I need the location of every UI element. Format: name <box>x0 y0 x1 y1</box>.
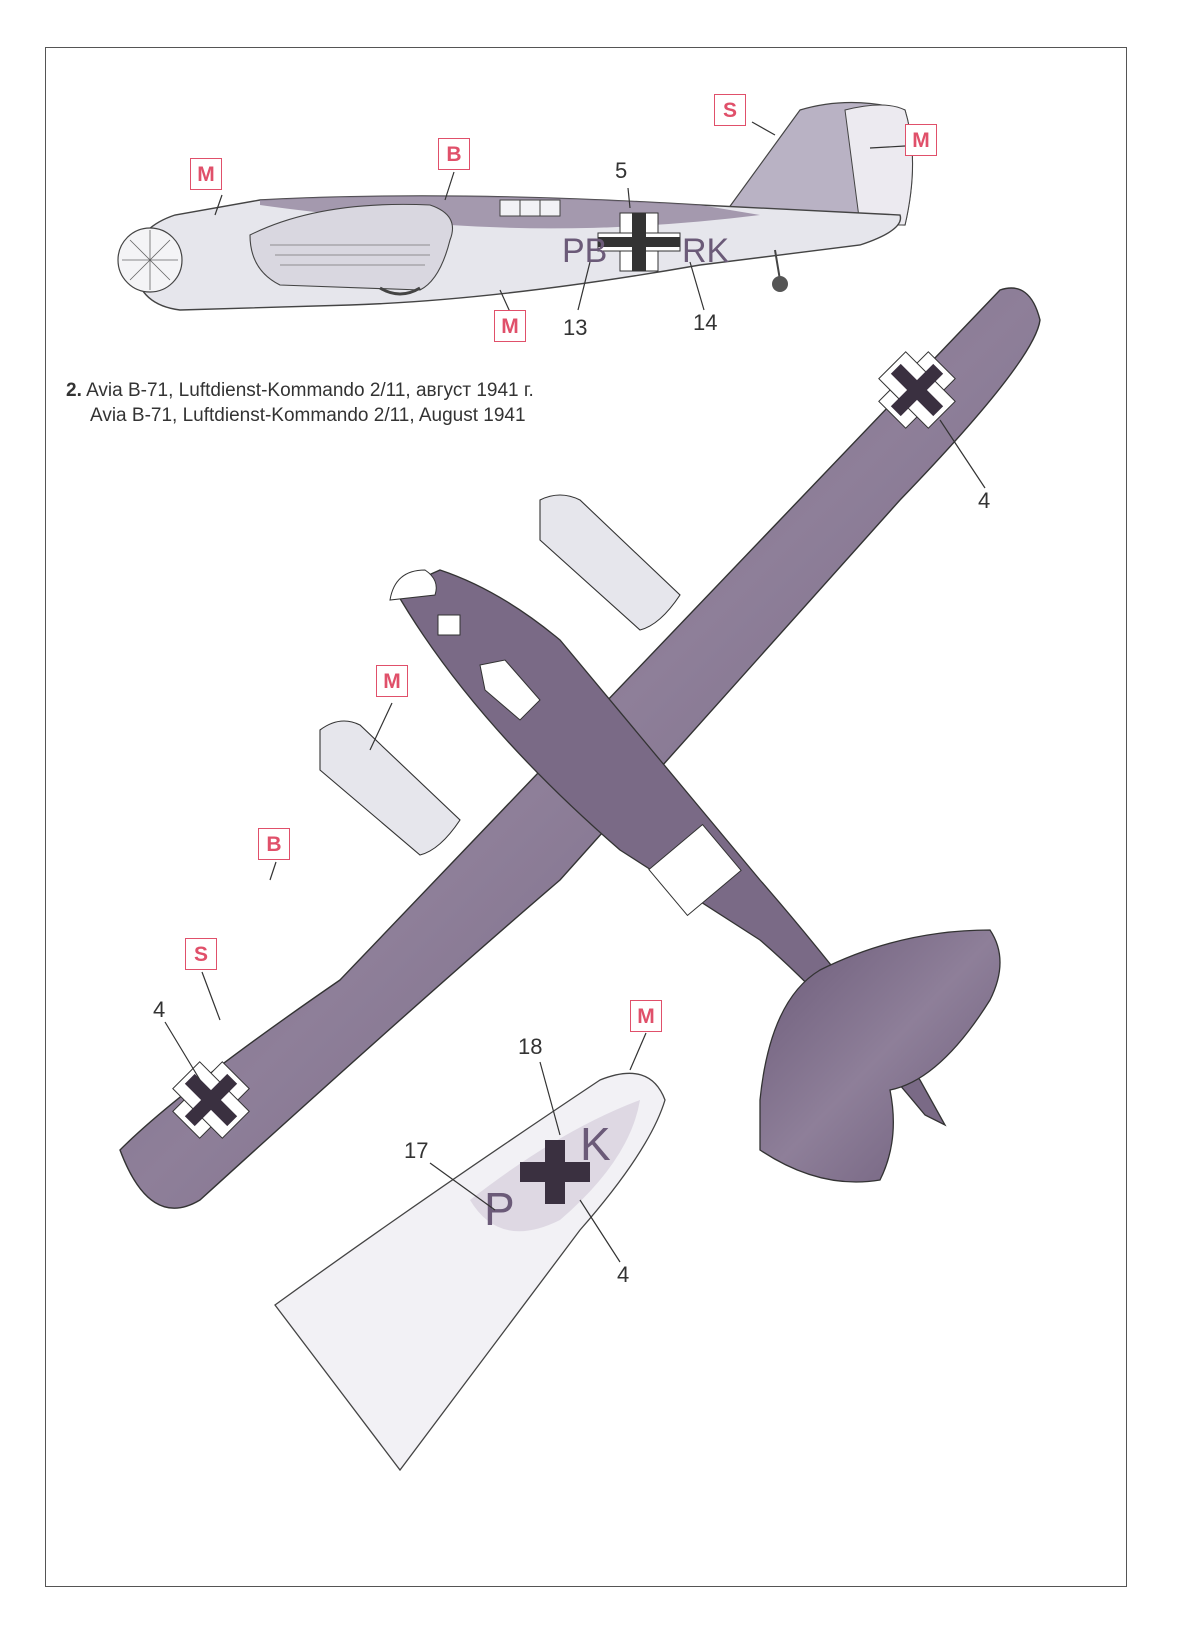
callout-4-right-wing: 4 <box>978 488 991 513</box>
paint-tag-b-side: B <box>438 138 470 170</box>
wing-detail <box>275 1073 665 1470</box>
callout-18: 18 <box>518 1034 543 1059</box>
side-view <box>118 103 913 311</box>
caption-number: 2. <box>66 380 82 401</box>
callout-14: 14 <box>693 310 718 335</box>
paint-tag-m-wing: M <box>630 1000 662 1032</box>
callout-17: 17 <box>404 1138 429 1163</box>
paint-tag-s-plan: S <box>185 938 217 970</box>
paint-tag-s-side: S <box>714 94 746 126</box>
callout-13: 13 <box>563 315 588 340</box>
callout-5: 5 <box>615 158 628 183</box>
paint-tag-m-side-front: M <box>190 158 222 190</box>
caption-line-en: Avia B-71, Luftdienst-Kommando 2/11, August 1941 <box>90 405 526 426</box>
wing-code-left: P <box>484 1183 515 1235</box>
plan-nacelle-right <box>540 495 680 630</box>
paint-tag-b-plan: B <box>258 828 290 860</box>
callout-4-wing-detail: 4 <box>617 1262 630 1287</box>
side-code-right: RK <box>682 232 730 270</box>
caption-line-ru: Avia B-71, Luftdienst-Kommando 2/11, август 1941 г. <box>86 380 534 401</box>
paint-tag-m-plan: M <box>376 665 408 697</box>
wing-code-right: K <box>580 1118 611 1170</box>
plan-nacelle-left <box>320 721 460 855</box>
side-code-left: PB <box>562 232 608 270</box>
figure-caption <box>66 378 534 428</box>
callout-4-left-wing: 4 <box>153 997 166 1022</box>
paint-tag-m-side-tail: M <box>905 124 937 156</box>
paint-tag-m-side-belly: M <box>494 310 526 342</box>
